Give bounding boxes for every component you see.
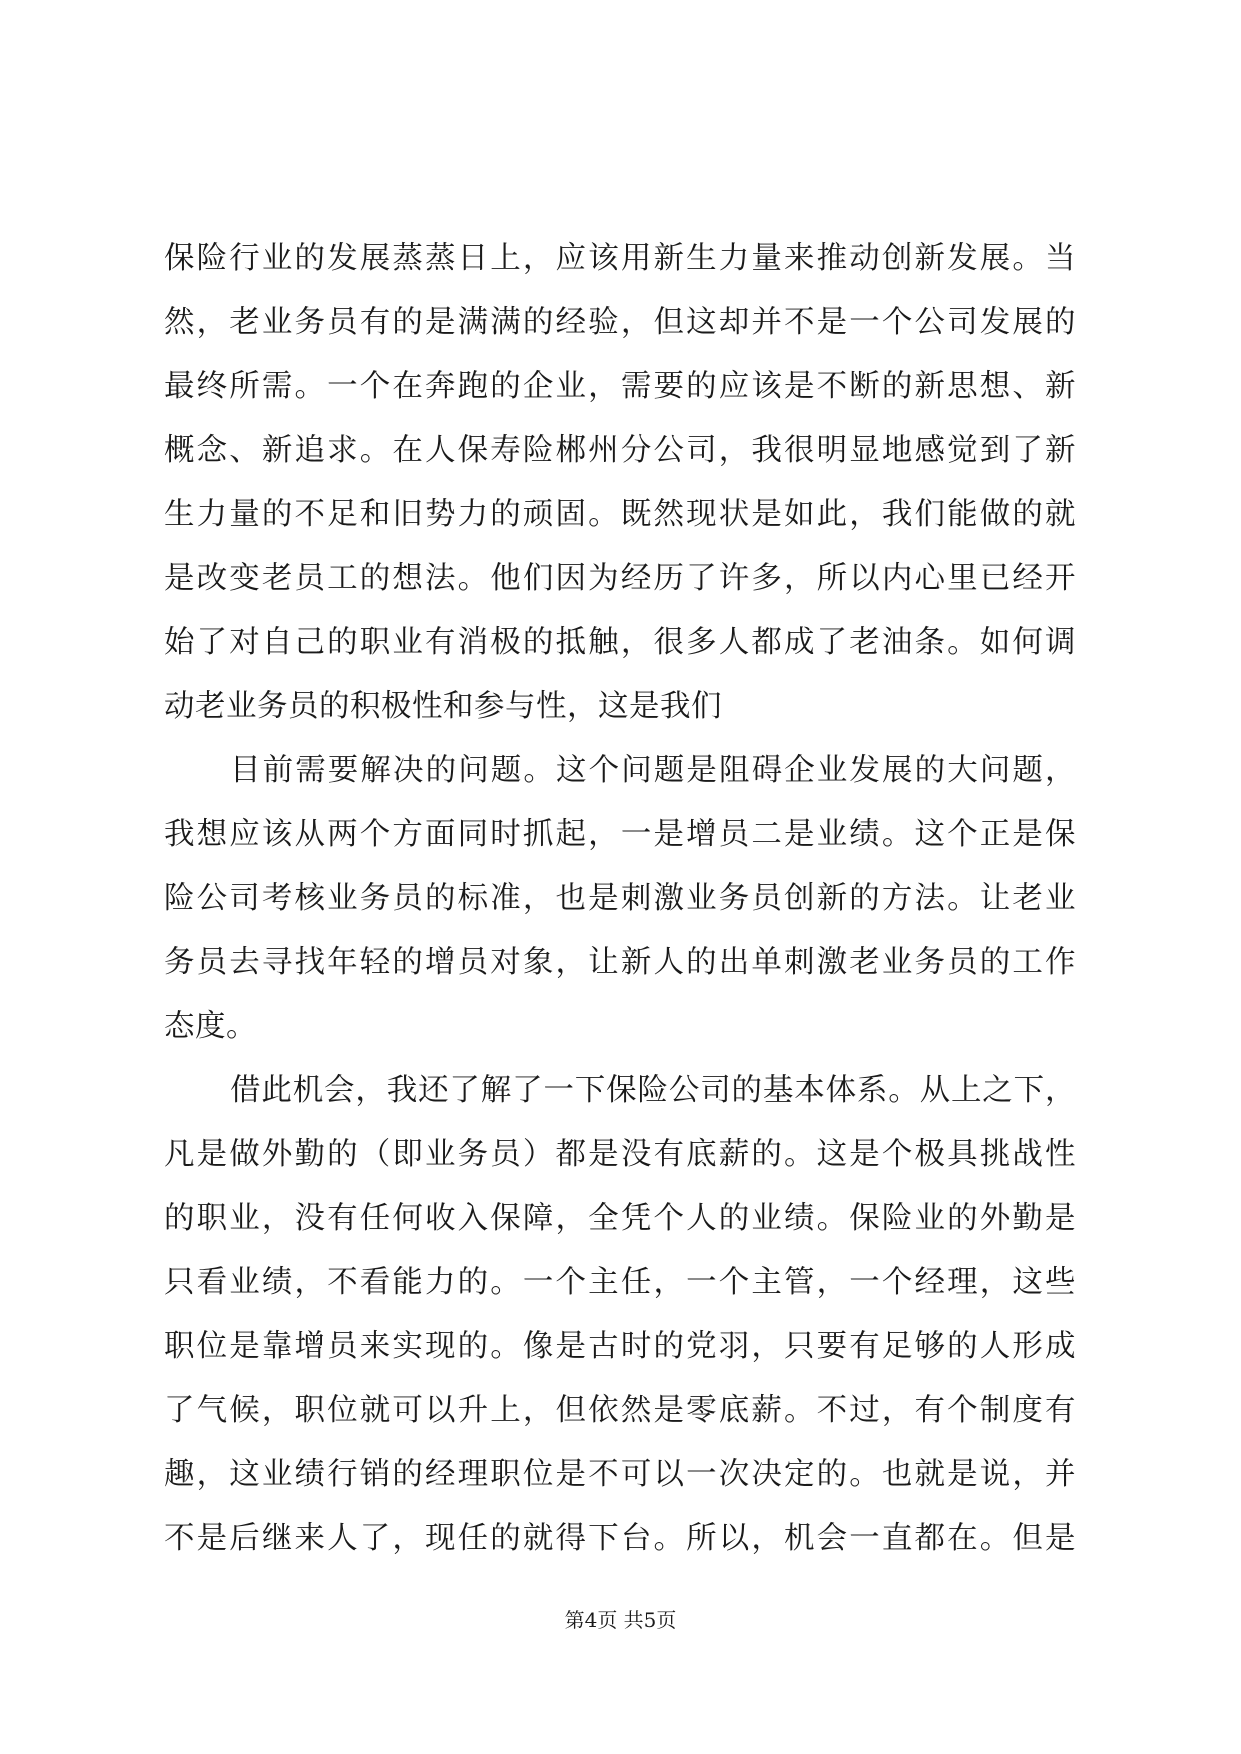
text-line: 态度。 xyxy=(164,1009,257,1044)
text-line: 只看业绩，不看能力的。一个主任，一个主管，一个经理，这些 xyxy=(164,1265,1076,1300)
text-line: 的职业，没有任何收入保障，全凭个人的业绩。保险业的外勤是 xyxy=(164,1201,1076,1236)
text-line: 了气候，职位就可以升上，但依然是零底薪。不过，有个制度有 xyxy=(164,1393,1076,1428)
body-text xyxy=(164,227,1076,1571)
text-line: 凡是做外勤的（即业务员）都是没有底薪的。这是个极具挑战性 xyxy=(164,1137,1076,1172)
text-line: 始了对自己的职业有消极的抵触，很多人都成了老油条。如何调 xyxy=(164,625,1076,660)
text-line: 不是后继来人了，现任的就得下台。所以，机会一直都在。但是 xyxy=(164,1521,1076,1556)
text-line: 然，老业务员有的是满满的经验，但这却并不是一个公司发展的 xyxy=(164,305,1076,340)
text-line: 是改变老员工的想法。他们因为经历了许多，所以内心里已经开 xyxy=(164,561,1076,596)
text-line: 我想应该从两个方面同时抓起，一是增员二是业绩。这个正是保 xyxy=(164,817,1076,852)
text-line: 保险行业的发展蒸蒸日上，应该用新生力量来推动创新发展。当 xyxy=(164,241,1076,276)
text-line: 职位是靠增员来实现的。像是古时的党羽，只要有足够的人形成 xyxy=(164,1329,1076,1364)
text-line: 务员去寻找年轻的增员对象，让新人的出单刺激老业务员的工作 xyxy=(164,945,1076,980)
text-line: 动老业务员的积极性和参与性，这是我们 xyxy=(164,689,722,724)
page-number-footer: 第4页 共5页 xyxy=(564,1608,677,1632)
text-line: 概念、新追求。在人保寿险郴州分公司，我很明显地感觉到了新 xyxy=(164,433,1076,468)
text-line: 借此机会，我还了解了一下保险公司的基本体系。从上之下， xyxy=(230,1073,1076,1108)
text-line: 险公司考核业务员的标准，也是刺激业务员创新的方法。让老业 xyxy=(164,881,1076,916)
text-line: 趣，这业绩行销的经理职位是不可以一次决定的。也就是说，并 xyxy=(164,1457,1076,1492)
text-line: 目前需要解决的问题。这个问题是阻碍企业发展的大问题， xyxy=(230,753,1076,788)
text-line: 最终所需。一个在奔跑的企业，需要的应该是不断的新思想、新 xyxy=(164,369,1076,404)
text-line: 生力量的不足和旧势力的顽固。既然现状是如此，我们能做的就 xyxy=(164,497,1076,532)
